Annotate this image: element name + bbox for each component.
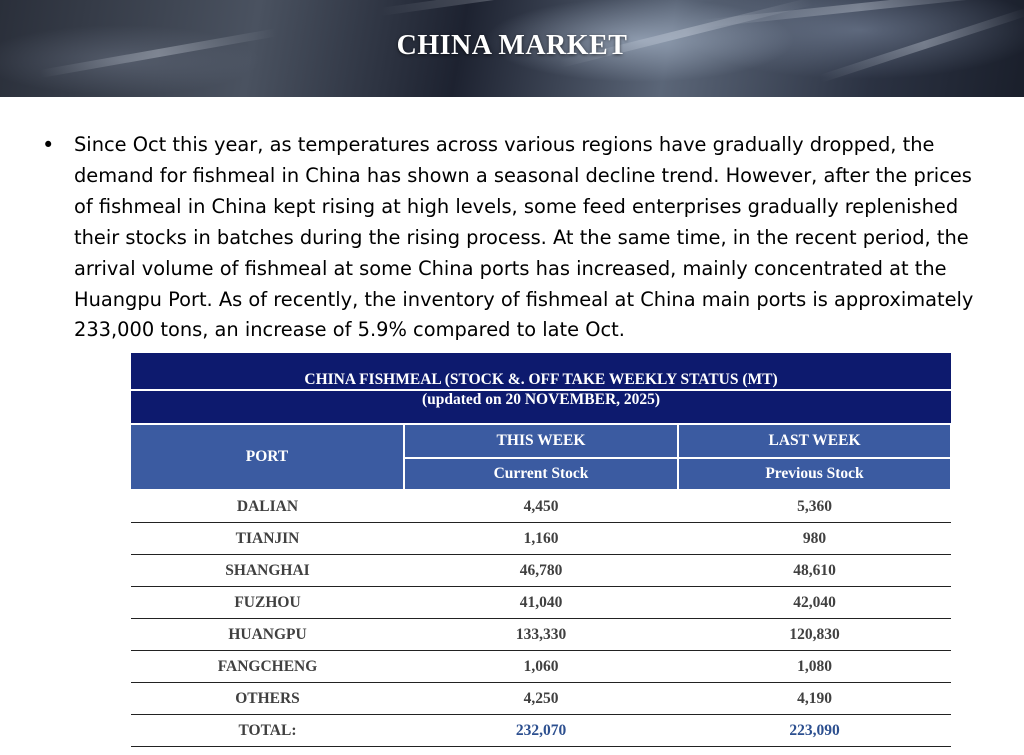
body-paragraph: Since Oct this year, as temperatures across various regions have gradually dropped, the demand for fishmeal in China has shown a seasonal decline trend. However, after the prices of fishmeal in China kept rising at high levels, some feed enterprises gradually replenished their stocks in batches during the rising process. At the same time, in the recent period, the arrival volume of fishmeal at some China ports has increased, mainly concentrated at the Huangpu Port. As of recently, the inventory of fishmeal at China main ports is approximately 233,000 tons, an increase of 5.9% compared to late Oct. — [74, 133, 974, 342]
table-row — [131, 523, 951, 555]
this-week-value: 1,060 — [404, 651, 678, 683]
last-week-value: 42,040 — [678, 587, 951, 619]
column-subheader-current-stock: Current Stock — [404, 458, 678, 490]
column-header-last-week: LAST WEEK — [678, 424, 951, 458]
table-row — [131, 587, 951, 619]
total-label: TOTAL: — [131, 715, 404, 747]
header-banner — [0, 0, 1024, 97]
last-week-value: 4,190 — [678, 683, 951, 715]
port-name: TIANJIN — [131, 523, 404, 555]
this-week-value: 1,160 — [404, 523, 678, 555]
this-week-value: 46,780 — [404, 555, 678, 587]
table-subtitle: (updated on 20 NOVEMBER, 2025) — [131, 390, 951, 424]
table-row — [131, 490, 951, 523]
last-week-value: 1,080 — [678, 651, 951, 683]
last-week-value: 980 — [678, 523, 951, 555]
table-row — [131, 651, 951, 683]
table-row — [131, 555, 951, 587]
fishmeal-stock-table — [131, 353, 952, 747]
port-name: OTHERS — [131, 683, 404, 715]
column-header-this-week: THIS WEEK — [404, 424, 678, 458]
total-last-week: 223,090 — [678, 715, 951, 747]
table-total-row — [131, 715, 951, 747]
table-title: CHINA FISHMEAL (STOCK &. OFF TAKE WEEKLY STATUS (MT) — [131, 353, 951, 390]
total-this-week: 232,070 — [404, 715, 678, 747]
port-name: DALIAN — [131, 490, 404, 523]
table-row — [131, 683, 951, 715]
port-name: FUZHOU — [131, 587, 404, 619]
port-name: HUANGPU — [131, 619, 404, 651]
this-week-value: 41,040 — [404, 587, 678, 619]
last-week-value: 120,830 — [678, 619, 951, 651]
this-week-value: 4,450 — [404, 490, 678, 523]
port-name: SHANGHAI — [131, 555, 404, 587]
this-week-value: 133,330 — [404, 619, 678, 651]
bullet-marker: • — [42, 133, 55, 157]
page-title: CHINA MARKET — [396, 30, 628, 61]
column-header-port: PORT — [131, 424, 404, 490]
column-subheader-previous-stock: Previous Stock — [678, 458, 951, 490]
port-name: FANGCHENG — [131, 651, 404, 683]
this-week-value: 4,250 — [404, 683, 678, 715]
last-week-value: 5,360 — [678, 490, 951, 523]
table-row — [131, 619, 951, 651]
last-week-value: 48,610 — [678, 555, 951, 587]
